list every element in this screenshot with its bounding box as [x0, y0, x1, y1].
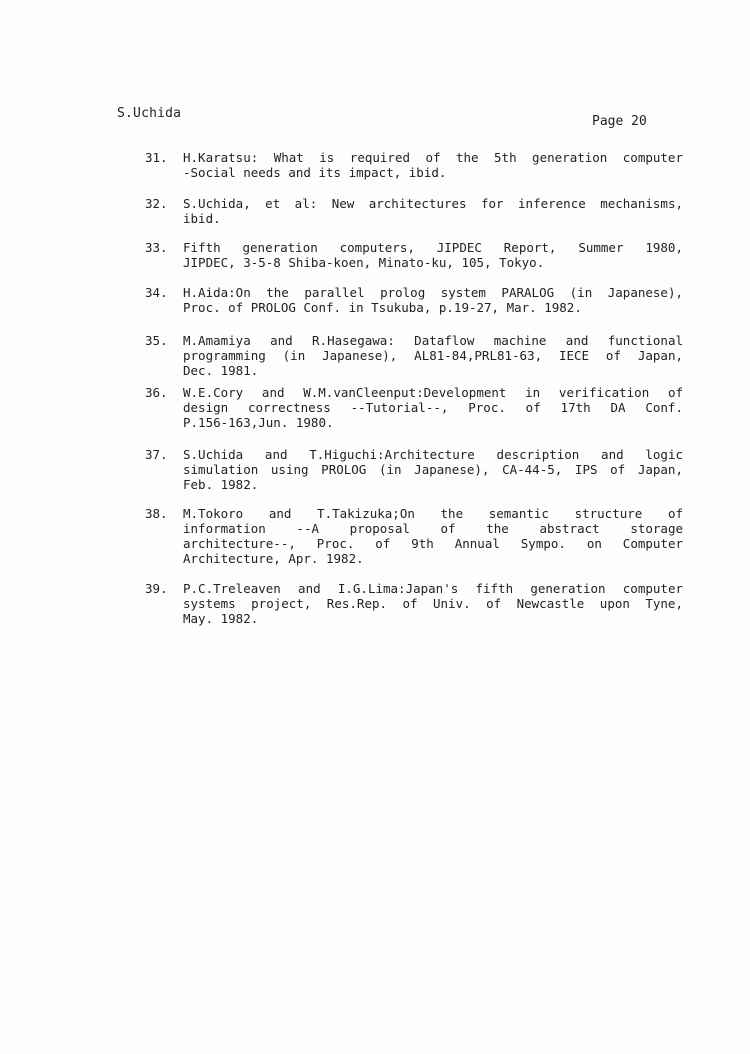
reference-line: programming (in Japanese), AL81-84,PRL81-63, IECE of Japan, — [183, 348, 683, 363]
reference-text — [183, 240, 683, 270]
reference-number: 38. — [145, 506, 168, 521]
reference-number: 34. — [145, 285, 168, 300]
reference-number: 33. — [145, 240, 168, 255]
reference-number: 37. — [145, 447, 168, 462]
reference-line: M.Amamiya and R.Hasegawa: Dataflow machine and functional — [183, 333, 683, 348]
reference-number: 39. — [145, 581, 168, 596]
reference-text — [183, 581, 683, 626]
reference-item — [145, 506, 683, 566]
reference-text — [183, 447, 683, 492]
reference-text — [183, 196, 683, 226]
reference-line: P.156-163,Jun. 1980. — [183, 415, 334, 430]
reference-line: H.Aida:On the parallel prolog system PARALOG (in Japanese), — [183, 285, 683, 300]
reference-line: JIPDEC, 3-5-8 Shiba-koen, Minato-ku, 105, Tokyo. — [183, 255, 545, 270]
reference-item — [145, 447, 683, 492]
reference-line: Dec. 1981. — [183, 363, 259, 378]
reference-number: 35. — [145, 333, 168, 348]
reference-line: P.C.Treleaven and I.G.Lima:Japan's fifth generation computer — [183, 581, 683, 596]
reference-line: W.E.Cory and W.M.vanCleenput:Development in verification of — [183, 385, 683, 400]
reference-line: Feb. 1982. — [183, 477, 259, 492]
reference-line: Fifth generation computers, JIPDEC Report, Summer 1980, — [183, 240, 683, 255]
reference-text — [183, 506, 683, 566]
page-number: Page 20 — [592, 114, 647, 129]
reference-item — [145, 285, 683, 315]
reference-line: M.Tokoro and T.Takizuka;On the semantic structure of — [183, 506, 683, 521]
reference-item — [145, 240, 683, 270]
reference-item — [145, 385, 683, 430]
reference-item — [145, 196, 683, 226]
reference-number: 31. — [145, 150, 168, 165]
reference-number: 36. — [145, 385, 168, 400]
reference-line: simulation using PROLOG (in Japanese), CA-44-5, IPS of Japan, — [183, 462, 683, 477]
reference-text — [183, 333, 683, 378]
reference-text — [183, 285, 683, 315]
reference-line: systems project, Res.Rep. of Univ. of Newcastle upon Tyne, — [183, 596, 683, 611]
reference-line: information --A proposal of the abstract storage — [183, 521, 683, 536]
reference-line: design correctness --Tutorial--, Proc. of 17th DA Conf. — [183, 400, 683, 415]
reference-line: May. 1982. — [183, 611, 259, 626]
reference-item — [145, 581, 683, 626]
reference-line: Architecture, Apr. 1982. — [183, 551, 364, 566]
reference-number: 32. — [145, 196, 168, 211]
reference-line: Proc. of PROLOG Conf. in Tsukuba, p.19-27, Mar. 1982. — [183, 300, 582, 315]
reference-line: H.Karatsu: What is required of the 5th generation computer — [183, 150, 683, 165]
author-header: S.Uchida — [117, 106, 182, 121]
reference-line: S.Uchida and T.Higuchi:Architecture description and logic — [183, 447, 683, 462]
reference-text — [183, 150, 683, 180]
reference-line: S.Uchida, et al: New architectures for inference mechanisms, — [183, 196, 683, 211]
reference-item — [145, 150, 683, 180]
reference-line: ibid. — [183, 211, 221, 226]
reference-line: -Social needs and its impact, ibid. — [183, 165, 447, 180]
reference-item — [145, 333, 683, 378]
reference-text — [183, 385, 683, 430]
reference-line: architecture--, Proc. of 9th Annual Sympo. on Computer — [183, 536, 683, 551]
